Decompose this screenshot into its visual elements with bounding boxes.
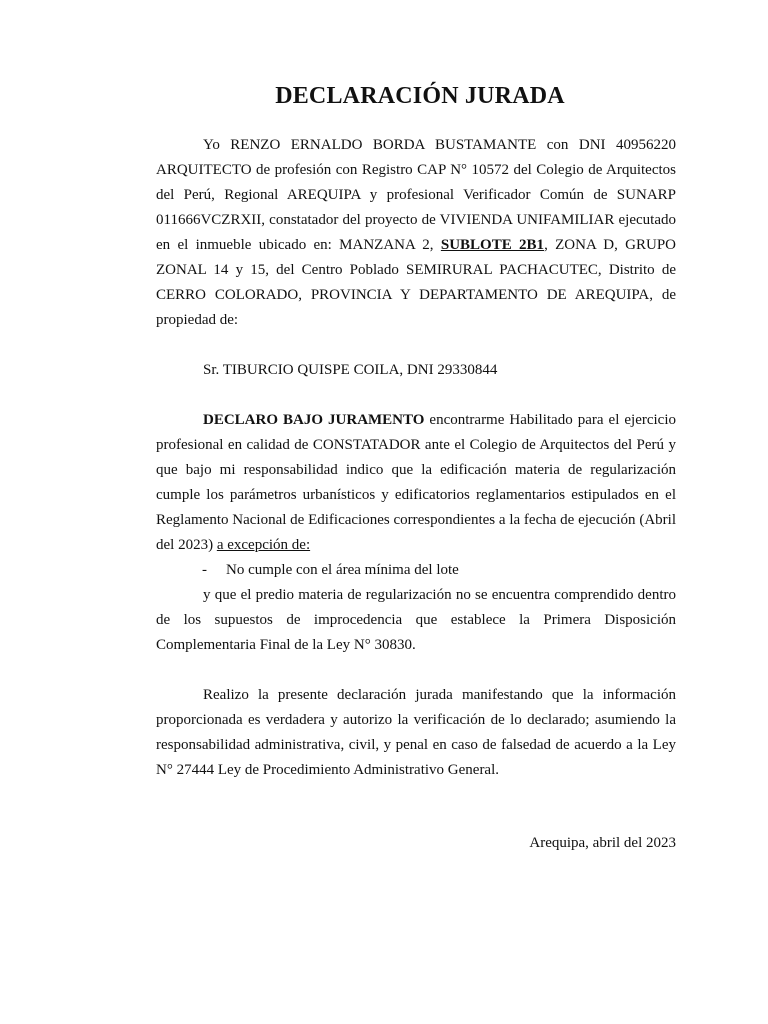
exception-dash: - (202, 562, 207, 578)
document-page (156, 80, 676, 856)
exception-item-text: No cumple con el área mínima del lote (226, 562, 459, 578)
sublote-label: SUBLOTE 2B1 (440, 237, 545, 253)
intro-text-part1: Yo RENZO ERNALDO BORDA BUSTAMANTE con DNI 40956220 ARQUITECTO de profesión con Registro CAP N° 10572 del Colegio de Arquitectos del Perú, Regional AREQUIPA y profesional Verificador Común de SUNARP 011666VCZRXII, constatador del proyecto de VIVIENDA UNIFAMILIAR ejecutado en el inmueble ubicado en: MANZANA 2, (156, 137, 676, 253)
closing-paragraph: Realizo la presente declaración jurada manifestando que la información proporcionada es verdadera y autorizo la verificación de lo declarado; asumiendo la responsabilidad administrativa, civil, y penal en caso de falsedad de acuerdo a la Ley N° 27444 Ley de Procedimiento Administrativo General. (156, 687, 676, 778)
intro-text-part2: , ZONA D, GRUPO ZONAL 14 y 15, del Centro Poblado SEMIRURAL PACHACUTEC, Distrito de CERRO COLORADO, PROVINCIA Y DEPARTAMENTO DE AREQUIPA, de propiedad de: (156, 237, 677, 328)
document-title: DECLARACIÓN JURADA (275, 83, 565, 109)
intro-paragraph (156, 133, 676, 333)
exception-label: a excepción de: (216, 537, 311, 553)
place-date: Arequipa, abril del 2023 (529, 835, 676, 851)
exception-item (156, 558, 676, 583)
declaration-bold-label: DECLARO BAJO JURAMENTO (203, 412, 425, 428)
declaration-text: encontrarme Habilitado para el ejercicio profesional en calidad de CONSTATADOR ante el Colegio de Arquitectos del Perú y que bajo mi responsabilidad indico que la edificación materia de regularización cumple los parámetros urbanísticos y edificatorios reglamentarios estipulados en el Reglamento Nacional de Edificaciones correspondientes a la fecha de ejecución (Abril del 2023) (156, 412, 676, 553)
owner-line: Sr. TIBURCIO QUISPE COILA, DNI 29330844 (203, 362, 498, 378)
declaration-paragraph (156, 408, 676, 558)
continuation-paragraph: y que el predio materia de regularización no se encuentra comprendido dentro de los supuestos de improcedencia que establece la Primera Disposición Complementaria Final de la Ley N° 30830. (156, 587, 676, 653)
